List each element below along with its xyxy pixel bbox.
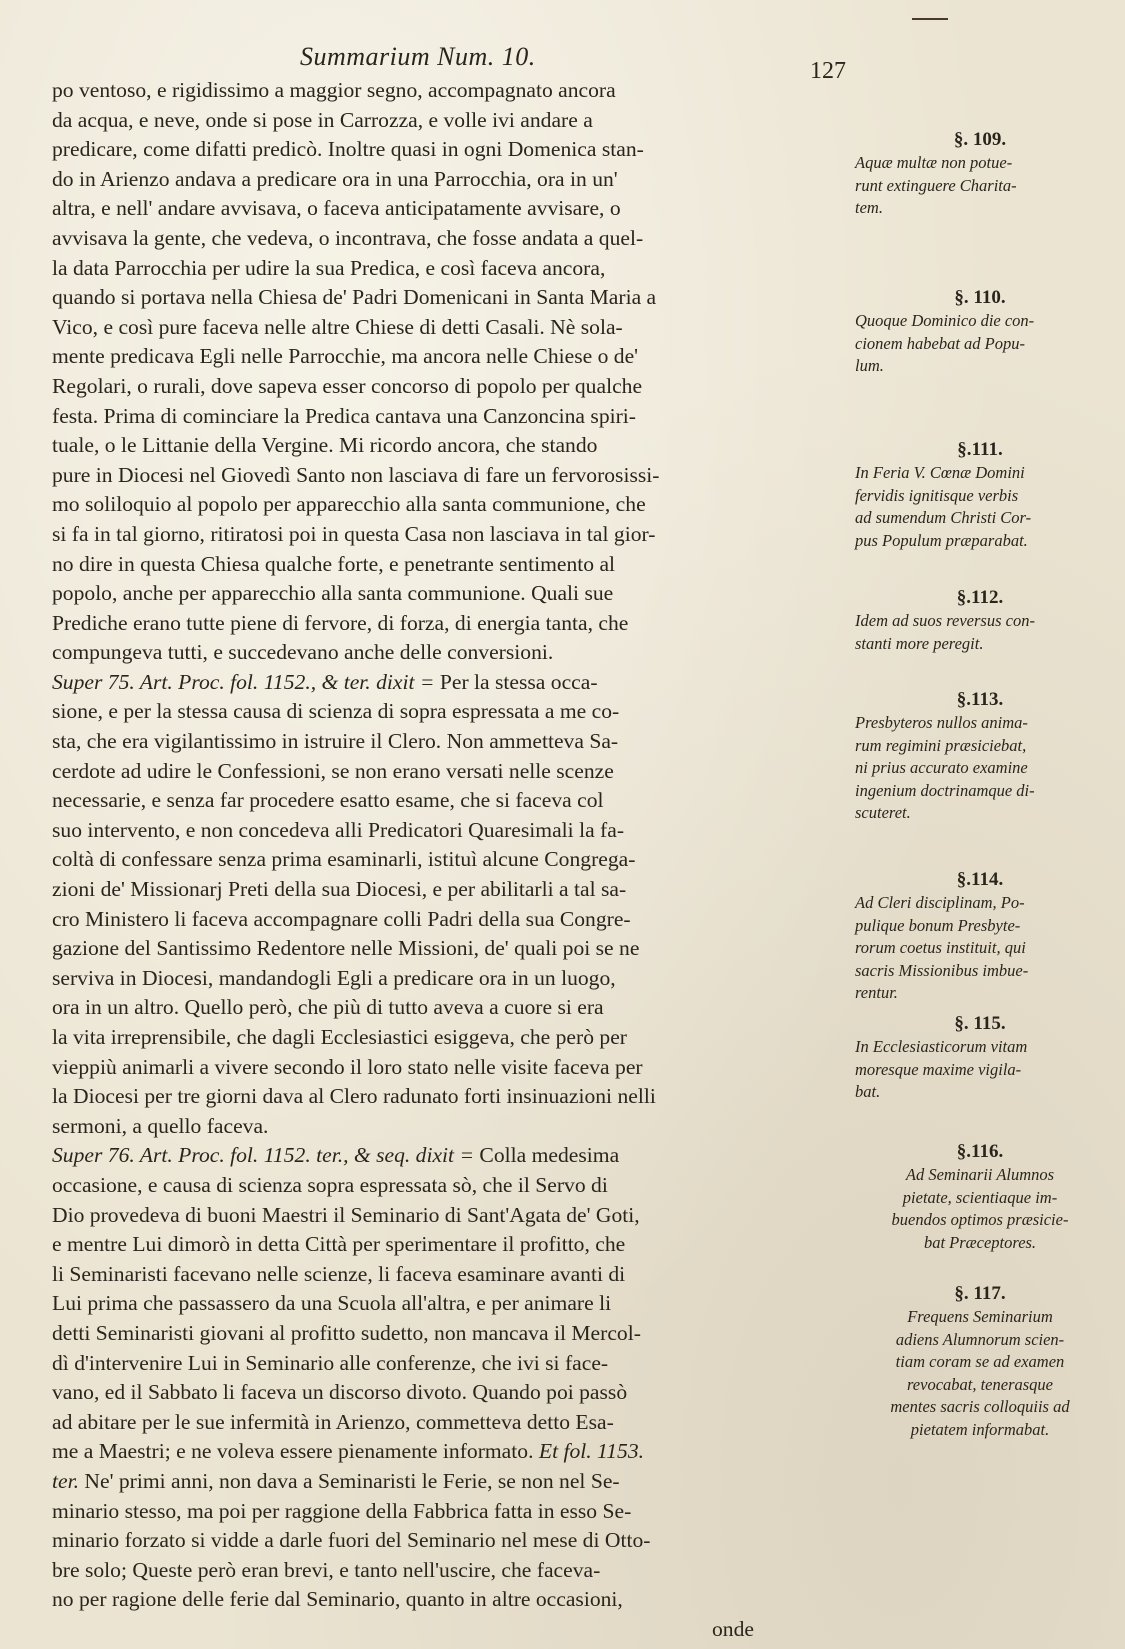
sidenote-line: rorum coetus instituit, qui xyxy=(855,938,1026,957)
text-line: no dire in questa Chiesa qualche forte, e penetrante sentimento al xyxy=(52,551,616,576)
text-line xyxy=(52,1437,852,1467)
process-reference: Et fol. 1153. xyxy=(538,1439,645,1464)
sidenote-line: pietatem informabat. xyxy=(910,1419,1050,1439)
text-line: Vico, e così pure faceva nelle altre Chiese di detti Casali. Nè sola- xyxy=(52,314,623,339)
text-line: sione, e per la stessa causa di scienza di sopra espressata a me co- xyxy=(52,699,620,724)
sidenote-line: pulique bonum Presbyte- xyxy=(855,915,1021,935)
sidenote-number: §. 115. xyxy=(954,1013,1006,1034)
sidenote xyxy=(855,1012,1105,1104)
text-line: sermoni, a quello faceva. xyxy=(52,1113,269,1138)
sidenote-number: §. 110. xyxy=(954,287,1006,308)
sidenote-line: ad sumendum Christi Cor- xyxy=(855,508,1032,527)
sidenote-line: Presbyteros nullos anima- xyxy=(855,713,1028,732)
sidenote-line: fervidis ignitisque verbis xyxy=(855,485,1019,505)
sidenote-line: In Feria V. Cœnæ Domini xyxy=(855,463,1025,482)
text-line: occasione, e causa di scienza sopra espressata sò, che il Servo di xyxy=(52,1172,608,1197)
text-line: quando si portava nella Chiesa de' Padri Domenicani in Santa Maria a xyxy=(52,285,657,310)
text-line: cro Ministero li faceva accompagnare colli Padri della sua Congre- xyxy=(52,906,631,931)
text-line: Regolari, o rurali, dove sapeva esser concorso di popolo per qualche xyxy=(52,373,643,398)
sidenote xyxy=(855,1140,1105,1254)
text-line: do in Arienzo andava a predicare ora in una Parrocchia, ora in un' xyxy=(52,166,618,191)
text-line xyxy=(52,1467,852,1497)
sidenote xyxy=(855,868,1105,1005)
running-header: Summarium Num. 10. xyxy=(300,42,536,71)
text-line: dì d'intervenire Lui in Seminario alle conferenze, che ivi si face- xyxy=(52,1350,609,1375)
sidenote-line: buendos optimos præsicie- xyxy=(891,1210,1069,1229)
process-reference: Super 75. Art. Proc. fol. 1152., & ter. dixit = xyxy=(52,669,435,694)
sidenote-line: Idem ad suos reversus con- xyxy=(855,611,1035,630)
process-reference: Super 76. Art. Proc. fol. 1152. ter., & seq. dixit = xyxy=(52,1143,475,1168)
sidenote-line: Ad Seminarii Alumnos xyxy=(905,1165,1055,1184)
text-line: zioni de' Missionarj Preti della sua Diocesi, e per abilitarli a tal sa- xyxy=(52,877,627,902)
text-line: Lui prima che passassero da una Scuola all'altra, e per animare li xyxy=(52,1291,612,1316)
text-line: ora in un altro. Quello però, che più di tutto aveva a cuore si era xyxy=(52,995,604,1020)
top-dash-mark xyxy=(912,18,948,20)
sidenote-line: tiam coram se ad examen xyxy=(895,1352,1065,1371)
text-line: serviva in Diocesi, mandandogli Egli a predicare ora in un luogo, xyxy=(52,965,616,990)
sidenote-number: §. 109. xyxy=(953,129,1007,150)
sidenote-number: §.112. xyxy=(956,587,1004,608)
sidenote-line: stanti more peregit. xyxy=(855,633,984,653)
text-line: popolo, anche per apparecchio alla santa communione. Quali sue xyxy=(52,581,614,606)
text-line: li Seminaristi facevano nelle scienze, li faceva esaminare avanti di xyxy=(52,1261,626,1286)
sidenote-line: lum. xyxy=(855,356,884,375)
sidenote-line: adiens Alumnorum scien- xyxy=(895,1329,1065,1349)
sidenote-line: scuteret. xyxy=(855,803,911,822)
text-line: detti Seminaristi giovani al profitto sudetto, non mancava il Mercol- xyxy=(52,1320,641,1345)
sidenote-line: Frequens Seminarium xyxy=(907,1307,1053,1326)
text-line: necessarie, e senza far procedere esatto esame, che si faceva col xyxy=(52,788,604,813)
sidenote-line: cionem habebat ad Popu- xyxy=(855,333,1026,353)
sidenote-line: bat. xyxy=(855,1082,881,1101)
sidenote-line: Aquæ multæ non potue- xyxy=(855,153,1013,172)
sidenote-line: ingenium doctrinamque di- xyxy=(855,780,1035,800)
sidenote-line: ni prius accurato examine xyxy=(855,758,1028,777)
sidenote xyxy=(855,688,1105,825)
sidenote-line: pus Populum præparabat. xyxy=(855,530,1028,550)
text-segment: Colla medesima xyxy=(474,1143,620,1168)
text-line: avvisava la gente, che vedeva, o incontrava, che fosse andata a quel- xyxy=(52,225,644,250)
text-line: Dio provedeva di buoni Maestri il Seminario di Sant'Agata de' Goti, xyxy=(52,1202,640,1227)
sidenote-line: Quoque Dominico die con- xyxy=(855,311,1035,330)
sidenote-line: revocabat, tenerasque xyxy=(906,1374,1053,1394)
sidenote-line: moresque maxime vigila- xyxy=(855,1059,1022,1079)
text-line: da acqua, e neve, onde si pose in Carrozza, e volle ivi andare a xyxy=(52,107,593,132)
text-line: Prediche erano tutte piene di fervore, di forza, di energia tanta, che xyxy=(52,610,629,635)
text-line: po ventoso, e rigidissimo a maggior segno, accompagnato ancora xyxy=(52,78,616,102)
text-line: pure in Diocesi nel Giovedì Santo non lasciava di fare un fervorosissi- xyxy=(52,462,660,487)
sidenote xyxy=(855,438,1105,552)
text-line: predicare, come difatti predicò. Inoltre quasi in ogni Domenica stan- xyxy=(52,137,644,162)
sidenote-number: §. 117. xyxy=(954,1283,1006,1304)
text-line: mente predicava Egli nelle Parrocchie, ma ancora nelle Chiese o de' xyxy=(52,344,639,369)
sidenote-line: sacris Missionibus imbue- xyxy=(855,960,1029,980)
text-line: mo soliloquio al popolo per apparecchio alla santa communione, che xyxy=(52,492,646,517)
text-line: minario stesso, ma poi per raggione della Fabbrica fatta in esso Se- xyxy=(52,1498,632,1523)
text-line: cerdote ad udire le Confessioni, se non erano versati nelle scenze xyxy=(52,758,614,783)
text-line: vieppiù animarli a vivere secondo il loro stato nelle visite faceva per xyxy=(52,1054,643,1079)
text-line: no per ragione delle ferie dal Seminario, quanto in altre occasioni, xyxy=(52,1587,623,1612)
page-number: 127 xyxy=(810,58,846,84)
sidenote xyxy=(855,128,1105,220)
text-line: la data Parrocchia per udire la sua Predica, e così faceva ancora, xyxy=(52,255,606,280)
sidenote-line: rentur. xyxy=(855,983,898,1002)
text-line: ad abitare per le sue infermità in Arienzo, commetteva detto Esa- xyxy=(52,1409,614,1434)
sidenote-line: pietate, scientiaque im- xyxy=(902,1187,1058,1207)
process-reference: ter. xyxy=(52,1468,79,1493)
text-line: la vita irreprensibile, che dagli Ecclesiastici esiggeva, che però per xyxy=(52,1025,627,1049)
text-line: gazione del Santissimo Redentore nelle Missioni, de' quali poi se ne xyxy=(52,936,640,961)
text-line: suo intervento, e non concedeva alli Predicatori Quaresimali la fa- xyxy=(52,817,625,842)
sidenote-line: mentes sacris colloquiis ad xyxy=(890,1397,1070,1416)
text-line: sta, che era vigilantissimo in istruire il Clero. Non ammetteva Sa- xyxy=(52,729,619,754)
sidenote xyxy=(855,1282,1105,1441)
text-line: altra, e nell' andare avvisava, o faceva anticipatamente avvisare, o xyxy=(52,196,621,221)
sidenote-number: §.111. xyxy=(957,439,1003,460)
sidenote xyxy=(855,586,1105,655)
sidenote-number: §.113. xyxy=(956,689,1004,710)
main-text-column xyxy=(52,76,852,1644)
sidenote-line: rum regimini præsiciebat, xyxy=(855,735,1027,755)
text-line: la Diocesi per tre giorni dava al Clero radunato forti insinuazioni nelli xyxy=(52,1084,656,1109)
sidenote-line: In Ecclesiasticorum vitam xyxy=(855,1037,1028,1056)
text-line: si fa in tal giorno, ritiratosi poi in questa Casa non lasciava in tal gior- xyxy=(52,521,656,546)
sidenote-number: §.116. xyxy=(956,1141,1004,1162)
sidenote xyxy=(855,286,1105,378)
text-line: festa. Prima di cominciare la Predica cantava una Canzoncina spiri- xyxy=(52,403,636,428)
sidenote-line: Ad Cleri disciplinam, Po- xyxy=(855,893,1025,912)
text-line xyxy=(52,1141,852,1171)
text-line: bre solo; Queste però eran brevi, e tanto nell'uscire, che faceva- xyxy=(52,1557,601,1582)
text-line: vano, ed il Sabbato li faceva un discorso divoto. Quando poi passò xyxy=(52,1380,628,1405)
sidenote-line: runt extinguere Charita- xyxy=(855,175,1017,195)
text-segment: Per la stessa occa- xyxy=(434,669,598,694)
sidenote-line: bat Præceptores. xyxy=(923,1232,1037,1252)
text-line: coltà di confessare senza prima esaminarli, istituì alcune Congrega- xyxy=(52,847,636,872)
text-line: compungeva tutti, e succedevano anche delle conversioni. xyxy=(52,640,554,665)
text-line: minario forzato si vidde a darle fuori del Seminario nel mese di Otto- xyxy=(52,1528,651,1553)
sidenote-line: tem. xyxy=(855,198,883,217)
text-line: e mentre Lui dimorò in detta Città per sperimentare il profitto, che xyxy=(52,1232,626,1257)
text-segment: me a Maestri; e ne voleva essere pienamente informato. xyxy=(52,1439,539,1464)
text-line xyxy=(52,668,852,698)
text-line: onde xyxy=(712,1616,754,1641)
sidenote-number: §.114. xyxy=(956,869,1004,890)
text-segment: Ne' primi anni, non dava a Seminaristi le Ferie, se non nel Se- xyxy=(79,1468,620,1493)
text-line: tuale, o le Littanie della Vergine. Mi ricordo ancora, che stando xyxy=(52,433,598,458)
